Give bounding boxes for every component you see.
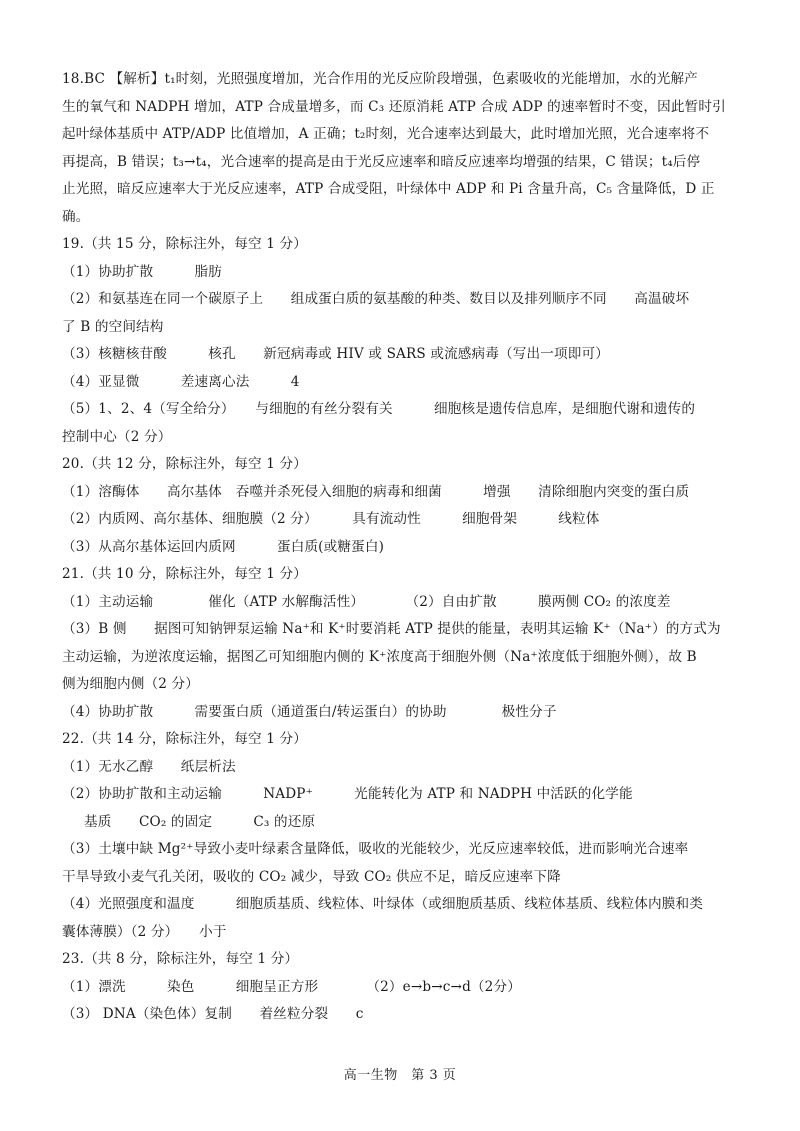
text-line: （1）协助扩散 脂肪 (62, 263, 222, 280)
text-line: 止光照，暗反应速率大于光反应速率，ATP 合成受阻，叶绿体中 ADP 和 Pi 含量升高，C₅ 含量降低，D 正 (62, 181, 715, 197)
text-line: （2）和氨基连在同一个碳原子上 组成蛋白质的氨基酸的种类、数目以及排列顺序不同 高温破坏 (62, 291, 690, 307)
text-line: （1）漂洗 染色 细胞呈正方形 （2）e→b→c→d（2分） (62, 978, 521, 995)
text-line: （3）从高尔基体运回内质网 蛋白质(或糖蛋白) (62, 538, 385, 555)
text-line: （3） DNA（染色体）复制 着丝粒分裂 c (62, 1006, 364, 1022)
text-line: （3）土壤中缺 Mg²⁺导致小麦叶绿素含量降低，吸收的光能较少，光反应速率较低，进而影响光合速率 (62, 841, 689, 857)
text-line: 18.BC 【解析】t₁时刻，光照强度增加，光合作用的光反应阶段增强，色素吸收的光能增加，水的光解产 (62, 71, 698, 87)
text-line: 囊体薄膜）（2 分） 小于 (62, 923, 227, 940)
text-line: 主动运输，为逆浓度运输，据图乙可知细胞内侧的 K⁺浓度高于细胞外侧（Na⁺浓度低于细胞外侧），故 B (62, 648, 697, 665)
answer-content (62, 66, 746, 1029)
text-line: （2）内质网、高尔基体、细胞膜（2 分） 具有流动性 细胞骨架 线粒体 (62, 511, 600, 527)
text-line: （4）协助扩散 需要蛋白质（通道蛋白/转运蛋白）的协助 极性分子 (62, 703, 557, 720)
text-line: 23.（共 8 分，除标注外，每空 1 分） (62, 951, 299, 967)
text-line: （3）核糖核苷酸 核孔 新冠病毒或 HIV 或 SARS 或流感病毒（写出一项即可） (62, 346, 609, 362)
text-line: （2）协助扩散和主动运输 NADP⁺ 光能转化为 ATP 和 NADPH 中活跃的化学能 (62, 786, 633, 802)
text-line: 侧为细胞内侧（2 分） (62, 676, 199, 692)
text-line: 确。 (62, 208, 90, 225)
text-line: 19.（共 15 分，除标注外，每空 1 分） (62, 236, 308, 252)
page-footer: 高一生物 第 3 页 (343, 1068, 457, 1083)
text-line: 再提高，B 错误；t₃→t₄，光合速率的提高是由于光反应速率和暗反应速率均增强的结果，C 错误；t₄后停 (62, 153, 701, 170)
text-line: 干旱导致小麦气孔关闭，吸收的 CO₂ 减少，导致 CO₂ 供应不足，暗反应速率下降 (62, 868, 561, 885)
text-line: （1）主动运输 催化（ATP 水解酶活性） （2）自由扩散 膜两侧 CO₂ 的浓度差 (62, 593, 671, 610)
text-line: （1）无水乙醇 纸层析法 (62, 758, 236, 775)
text-line: 22.（共 14 分，除标注外，每空 1 分） (62, 731, 308, 747)
text-line: （1）溶酶体 高尔基体 吞噬并杀死侵入细胞的病毒和细菌 增强 清除细胞内突变的蛋白质 (62, 483, 690, 500)
text-line: 控制中心（2 分） (62, 428, 172, 445)
text-line: 了 B 的空间结构 (62, 318, 164, 335)
text-line: （4）光照强度和温度 细胞质基质、线粒体、叶绿体（或细胞质基质、线粒体基质、线粒体内膜和类 (62, 896, 704, 912)
text-line: 生的氧气和 NADPH 增加，ATP 合成量增多，而 C₃ 还原消耗 ATP 合成 ADP 的速率暂时不变，因此暂时引 (62, 98, 726, 115)
text-line: 21.（共 10 分，除标注外，每空 1 分） (62, 566, 308, 582)
text-line: 20.（共 12 分，除标注外，每空 1 分） (62, 456, 308, 472)
text-line: 基质 CO₂ 的固定 C₃ 的还原 (84, 813, 316, 830)
text-line: （3）B 侧 据图可知钠钾泵运输 Na⁺和 K⁺时要消耗 ATP 提供的能量，表明其运输 K⁺（Na⁺）的方式为 (62, 621, 721, 637)
text-line: 起叶绿体基质中 ATP/ADP 比值增加，A 正确；t₂时刻，光合速率达到最大，此时增加光照，光合速率将不 (62, 126, 710, 142)
text-line: （4）亚显微 差速离心法 4 (62, 373, 300, 390)
text-line: （5）1、2、4（写全给分） 与细胞的有丝分裂有关 细胞核是遗传信息库，是细胞代谢和遗传的 (62, 401, 696, 417)
